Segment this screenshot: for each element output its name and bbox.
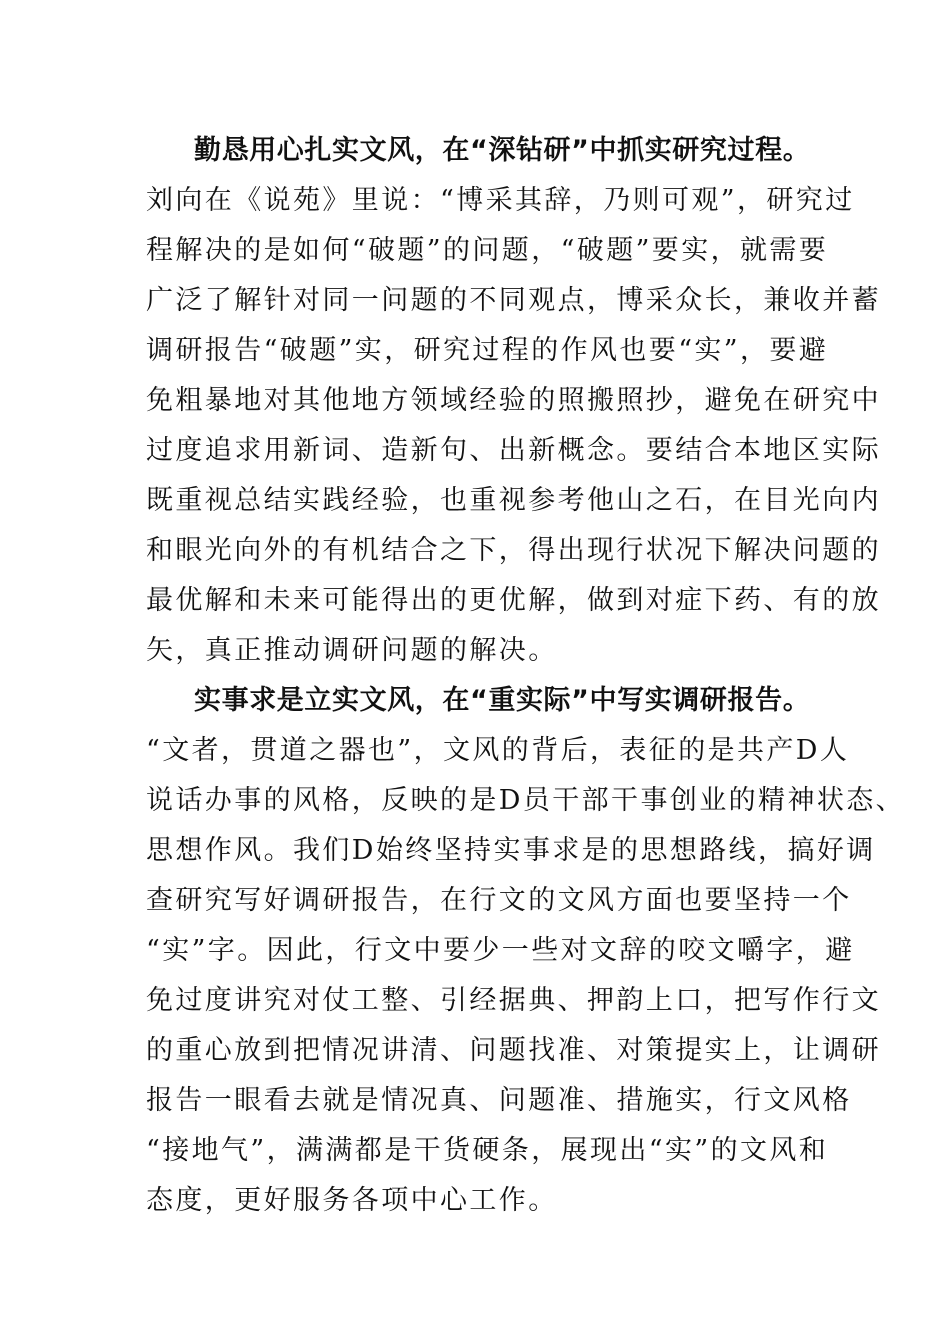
paragraph-1-line: 程解决的是如何“破题”的问题，“破题”要实，就需要 bbox=[146, 235, 829, 266]
paragraph-1-line: 最优解和未来可能得出的更优解，做到对症下药、有的放 bbox=[146, 585, 881, 616]
paragraph-1-heading: 勤恳用心扎实文风，在“深钻研”中抓实研究过程。 bbox=[194, 135, 811, 166]
paragraph-1-line: 过度追求用新词、造新句、出新概念。要结合本地区实际 bbox=[146, 435, 881, 466]
paragraph-2-line: 免过度讲究对仗工整、引经据典、押韵上口，把写作行文 bbox=[146, 985, 881, 1016]
paragraph-1-line: 和眼光向外的有机结合之下，得出现行状况下解决问题的 bbox=[146, 535, 881, 566]
paragraph-2-line: 查研究写好调研报告，在行文的文风方面也要坚持一个 bbox=[146, 885, 852, 916]
paragraph-2-line: “文者，贯道之器也”，文风的背后，表征的是共产D人 bbox=[146, 735, 850, 766]
paragraph-2-line: “实”字。因此，行文中要少一些对文辞的咬文嚼字，避 bbox=[146, 935, 855, 966]
paragraph-1-line: 广泛了解针对同一问题的不同观点，博采众长，兼收并蓄 bbox=[146, 285, 881, 316]
paragraph-2-line: 报告一眼看去就是情况真、问题准、措施实，行文风格 bbox=[146, 1085, 852, 1116]
paragraph-2-line: 说话办事的风格，反映的是D员干部干事创业的精神状态、 bbox=[146, 785, 906, 816]
paragraph-2-line: “接地气”，满满都是干货硬条，展现出“实”的文风和 bbox=[146, 1135, 829, 1166]
paragraph-1-line: 既重视总结实践经验，也重视参考他山之石，在目光向内 bbox=[146, 485, 881, 516]
paragraph-1-line: 调研报告“破题”实，研究过程的作风也要“实”，要避 bbox=[146, 335, 829, 366]
paragraph-1-line: 免粗暴地对其他地方领域经验的照搬照抄，避免在研究中 bbox=[146, 385, 881, 416]
paragraph-2-line: 思想作风。我们D始终坚持实事求是的思想路线，搞好调 bbox=[146, 835, 876, 866]
paragraph-2-line: 的重心放到把情况讲清、问题找准、对策提实上，让调研 bbox=[146, 1035, 881, 1066]
paragraph-2-heading: 实事求是立实文风，在“重实际”中写实调研报告。 bbox=[194, 685, 811, 716]
paragraph-1-line: 刘向在《说苑》里说：“博采其辞，乃则可观”，研究过 bbox=[146, 185, 855, 216]
paragraph-1-line: 矢，真正推动调研问题的解决。 bbox=[146, 635, 558, 666]
paragraph-2-line: 态度，更好服务各项中心工作。 bbox=[146, 1185, 558, 1216]
